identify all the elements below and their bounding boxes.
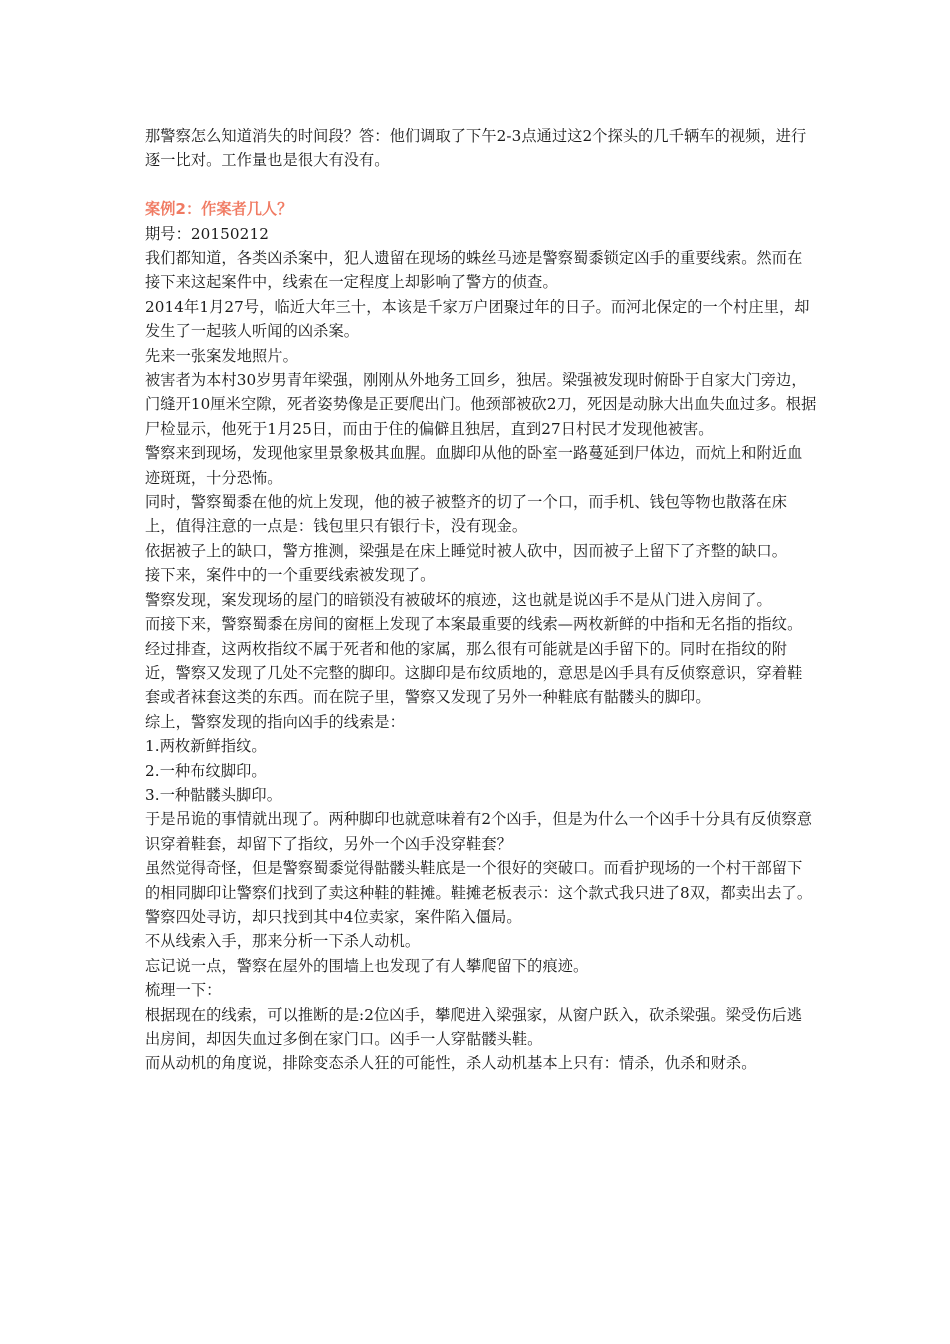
paragraph: 警察来到现场，发现他家里景象极其血腥。血脚印从他的卧室一路蔓延到尸体边，而炕上和附近血迹斑斑，十分恐怖。 xyxy=(145,444,803,487)
paragraph: 经过排查，这两枚指纹不属于死者和他的家属，那么很有可能就是凶手留下的。同时在指纹的附近，警察又发现了几处不完整的脚印。这脚印是布纹质地的，意思是凶手具有反侦察意识，穿着鞋套或者袜套这类的东西。而在院子里，警察又发现了另外一种鞋底有骷髅头的脚印。 xyxy=(145,639,803,707)
paragraph: 警察发现，案发现场的屋门的暗锁没有被破坏的痕迹，这也就是说凶手不是从门进入房间了。 xyxy=(145,590,772,609)
paragraph: 综上，警察发现的指向凶手的线索是： xyxy=(145,712,405,731)
paragraph: 而接下来，警察蜀黍在房间的窗框上发现了本案最重要的线索—两枚新鲜的中指和无名指的指纹。 xyxy=(145,615,803,634)
case-heading: 案例2：作案者几人？ xyxy=(145,200,293,219)
intro-paragraph: 那警察怎么知道消失的时间段？答：他们调取了下午2-3点通过这2个探头的几千辆车的视频，进行逐一比对。工作量也是很大有没有。 xyxy=(145,127,807,170)
paragraph: 忘记说一点，警察在屋外的围墙上也发现了有人攀爬留下的痕迹。 xyxy=(145,956,589,975)
paragraph: 不从线索入手，那来分析一下杀人动机。 xyxy=(145,932,421,951)
paragraph: 而从动机的角度说，排除变态杀人狂的可能性，杀人动机基本上只有：情杀，仇杀和财杀。 xyxy=(145,1054,757,1073)
paragraph: 2014年1月27号，临近大年三十，本该是千家万户团聚过年的日子。而河北保定的一个村庄里，却发生了一起骇人听闻的凶杀案。 xyxy=(145,297,810,341)
document-page xyxy=(145,124,817,1076)
list-item: 3.一种骷髅头脚印。 xyxy=(145,785,282,804)
paragraph: 先来一张案发地照片。 xyxy=(145,346,298,365)
list-item: 1.两枚新鲜指纹。 xyxy=(145,737,267,756)
paragraph: 梳理一下： xyxy=(145,981,222,1000)
paragraph: 被害者为本村30岁男青年梁强，刚刚从外地务工回乡，独居。梁强被发现时俯卧于自家大门旁边，门缝开10厘米空隙，死者姿势像是正要爬出门。他颈部被砍2刀，死因是动脉大出血失血过多。根据尸检显示，他死于1月25日，而由于住的偏僻且独居，直到27日村民才发现他被害。 xyxy=(145,371,817,438)
issue-number: 期号：20150212 xyxy=(145,224,269,243)
paragraph: 虽然觉得奇怪，但是警察蜀黍觉得骷髅头鞋底是一个很好的突破口。而看护现场的一个村干部留下的相同脚印让警察们找到了卖这种鞋的鞋摊。鞋摊老板表示：这个款式我只进了8双，都卖出去了。警察四处寻访，却只找到其中4位卖家，案件陷入僵局。 xyxy=(145,859,813,926)
paragraph: 根据现在的线索，可以推断的是:2位凶手，攀爬进入梁强家，从窗户跃入，砍杀梁强。梁受伤后逃出房间，却因失血过多倒在家门口。凶手一人穿骷髅头鞋。 xyxy=(145,1005,803,1049)
paragraph: 我们都知道，各类凶杀案中，犯人遗留在现场的蛛丝马迹是警察蜀黍锁定凶手的重要线索。然而在接下来这起案件中，线索在一定程度上却影响了警方的侦查。 xyxy=(145,249,803,292)
paragraph: 同时，警察蜀黍在他的炕上发现，他的被子被整齐的切了一个口，而手机、钱包等物也散落在床上，值得注意的一点是：钱包里只有银行卡，没有现金。 xyxy=(145,493,788,536)
paragraph: 于是吊诡的事情就出现了。两种脚印也就意味着有2个凶手，但是为什么一个凶手十分具有反侦察意识穿着鞋套，却留下了指纹，另外一个凶手没穿鞋套？ xyxy=(145,810,813,853)
blank-line xyxy=(145,173,817,197)
list-item: 2.一种布纹脚印。 xyxy=(145,761,267,780)
paragraph: 接下来，案件中的一个重要线索被发现了。 xyxy=(145,566,436,585)
paragraph: 依据被子上的缺口，警方推测，梁强是在床上睡觉时被人砍中，因而被子上留下了齐整的缺口。 xyxy=(145,541,788,560)
